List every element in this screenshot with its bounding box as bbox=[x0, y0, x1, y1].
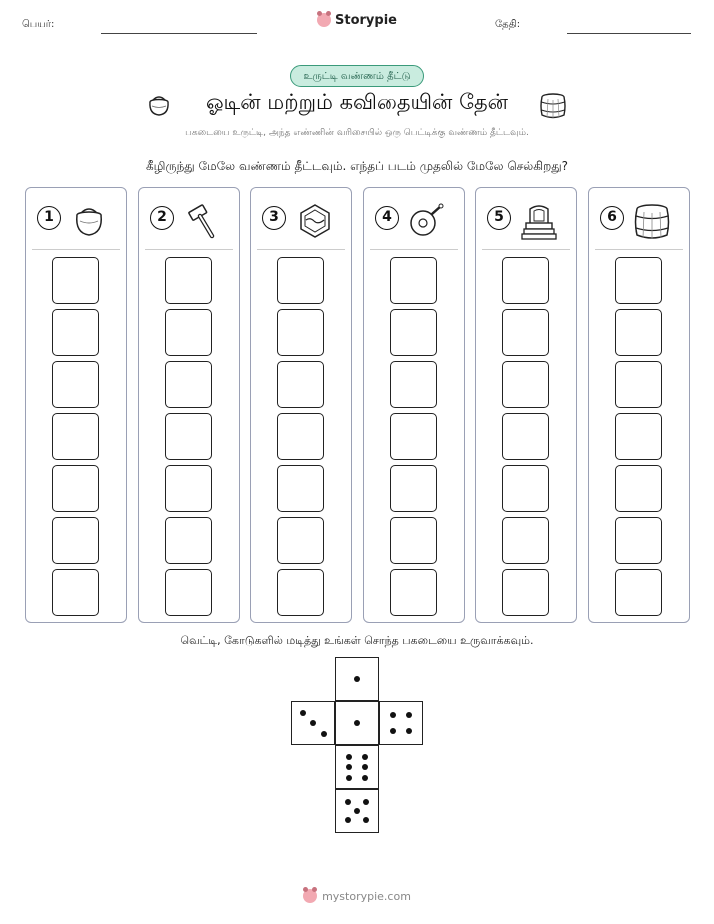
dice-pip bbox=[354, 676, 360, 682]
footer bbox=[0, 889, 714, 906]
color-box-col2[interactable] bbox=[165, 465, 212, 512]
footer-url[interactable]: mystorypie.com bbox=[322, 889, 411, 903]
column-divider bbox=[595, 249, 683, 250]
dice-pip bbox=[354, 720, 360, 726]
color-box-col4[interactable] bbox=[390, 257, 437, 304]
dice-face-1 bbox=[335, 657, 379, 701]
color-box-col4[interactable] bbox=[390, 413, 437, 460]
color-box-col4[interactable] bbox=[390, 517, 437, 564]
throne-icon bbox=[521, 203, 557, 241]
color-box-col6[interactable] bbox=[615, 569, 662, 616]
date-label: தேதி: bbox=[495, 19, 521, 30]
color-box-col2[interactable] bbox=[165, 569, 212, 616]
column-divider bbox=[257, 249, 345, 250]
color-box-col1[interactable] bbox=[52, 361, 99, 408]
dice-pip bbox=[406, 728, 412, 734]
color-box-col4[interactable] bbox=[390, 309, 437, 356]
color-box-col2[interactable] bbox=[165, 517, 212, 564]
color-box-col5[interactable] bbox=[502, 465, 549, 512]
color-box-col2[interactable] bbox=[165, 309, 212, 356]
column-number-1: 1 bbox=[37, 206, 61, 230]
color-box-col3[interactable] bbox=[277, 465, 324, 512]
dice-pip bbox=[345, 817, 351, 823]
color-box-col6[interactable] bbox=[615, 257, 662, 304]
color-box-col5[interactable] bbox=[502, 257, 549, 304]
color-box-col6[interactable] bbox=[615, 309, 662, 356]
color-box-col3[interactable] bbox=[277, 569, 324, 616]
color-box-col5[interactable] bbox=[502, 569, 549, 616]
page-title: ஓடின் மற்றும் கவிதையின் தேன் bbox=[205, 90, 509, 114]
color-box-col1[interactable] bbox=[52, 517, 99, 564]
dice-pip bbox=[406, 712, 412, 718]
activity-pill: உருட்டி வண்ணம் தீட்டு bbox=[290, 65, 424, 87]
column-number-5: 5 bbox=[487, 206, 511, 230]
color-box-col1[interactable] bbox=[52, 309, 99, 356]
cut-instruction: வெட்டி, கோடுகளில் மடித்து உங்கள் சொந்த பகடையை உருவாக்கவும். bbox=[180, 634, 534, 647]
column-number-2: 2 bbox=[150, 206, 174, 230]
column-number-4: 4 bbox=[375, 206, 399, 230]
storypie-logo-icon bbox=[303, 889, 317, 903]
color-box-col2[interactable] bbox=[165, 257, 212, 304]
color-box-col4[interactable] bbox=[390, 361, 437, 408]
color-box-col6[interactable] bbox=[615, 465, 662, 512]
column-divider bbox=[32, 249, 120, 250]
dice-pip bbox=[310, 720, 316, 726]
color-box-col3[interactable] bbox=[277, 413, 324, 460]
color-box-col6[interactable] bbox=[615, 361, 662, 408]
millstone-icon bbox=[408, 203, 446, 239]
page-subtitle: பகடையை உருட்டி, அந்த எண்ணின் வரிசையில் ஒரு பெட்டிக்கு வண்ணம் தீட்டவும். bbox=[185, 128, 529, 138]
color-box-col6[interactable] bbox=[615, 517, 662, 564]
dice-pip bbox=[346, 775, 352, 781]
dice-face-5 bbox=[335, 789, 379, 833]
dice-pip bbox=[362, 775, 368, 781]
color-box-col4[interactable] bbox=[390, 569, 437, 616]
dice-face-4 bbox=[379, 701, 423, 745]
color-box-col5[interactable] bbox=[502, 361, 549, 408]
date-line[interactable] bbox=[567, 33, 691, 34]
color-box-col3[interactable] bbox=[277, 309, 324, 356]
column-divider bbox=[370, 249, 458, 250]
cauldron-icon bbox=[71, 203, 107, 239]
color-box-col1[interactable] bbox=[52, 569, 99, 616]
dice-pip bbox=[363, 799, 369, 805]
name-line[interactable] bbox=[101, 33, 257, 34]
color-box-col2[interactable] bbox=[165, 361, 212, 408]
dice-pip bbox=[345, 799, 351, 805]
column-divider bbox=[482, 249, 570, 250]
color-box-col5[interactable] bbox=[502, 413, 549, 460]
color-box-col4[interactable] bbox=[390, 465, 437, 512]
color-box-col1[interactable] bbox=[52, 465, 99, 512]
color-box-col3[interactable] bbox=[277, 361, 324, 408]
dice-pip bbox=[300, 710, 306, 716]
color-box-col3[interactable] bbox=[277, 517, 324, 564]
instruction-text: கீழிருந்து மேலே வண்ணம் தீட்டவும். எந்தப் படம் முதலில் மேலே செல்கிறது? bbox=[145, 159, 569, 173]
dice-pip bbox=[321, 731, 327, 737]
name-label: பெயர்: bbox=[22, 19, 55, 30]
brand-header bbox=[0, 12, 714, 31]
honey-icon bbox=[297, 203, 333, 239]
color-box-col5[interactable] bbox=[502, 517, 549, 564]
color-box-col3[interactable] bbox=[277, 257, 324, 304]
dice-pip bbox=[390, 712, 396, 718]
brand-name: Storypie bbox=[335, 12, 397, 28]
dice-face-1 bbox=[335, 701, 379, 745]
color-box-col1[interactable] bbox=[52, 413, 99, 460]
dice-face-3 bbox=[291, 701, 335, 745]
title-barrel-icon bbox=[539, 92, 567, 120]
color-box-col2[interactable] bbox=[165, 413, 212, 460]
dice-pip bbox=[362, 764, 368, 770]
dice-face-6 bbox=[335, 745, 379, 789]
column-number-6: 6 bbox=[600, 206, 624, 230]
storypie-logo-icon bbox=[317, 13, 331, 27]
color-box-col6[interactable] bbox=[615, 413, 662, 460]
color-box-col1[interactable] bbox=[52, 257, 99, 304]
hammer-icon bbox=[186, 203, 220, 239]
barrel-icon bbox=[633, 203, 671, 241]
column-divider bbox=[145, 249, 233, 250]
dice-pip bbox=[363, 817, 369, 823]
column-number-3: 3 bbox=[262, 206, 286, 230]
dice-pip bbox=[390, 728, 396, 734]
dice-pip bbox=[346, 754, 352, 760]
dice-pip bbox=[362, 754, 368, 760]
dice-pip bbox=[354, 808, 360, 814]
color-box-col5[interactable] bbox=[502, 309, 549, 356]
dice-pip bbox=[346, 764, 352, 770]
